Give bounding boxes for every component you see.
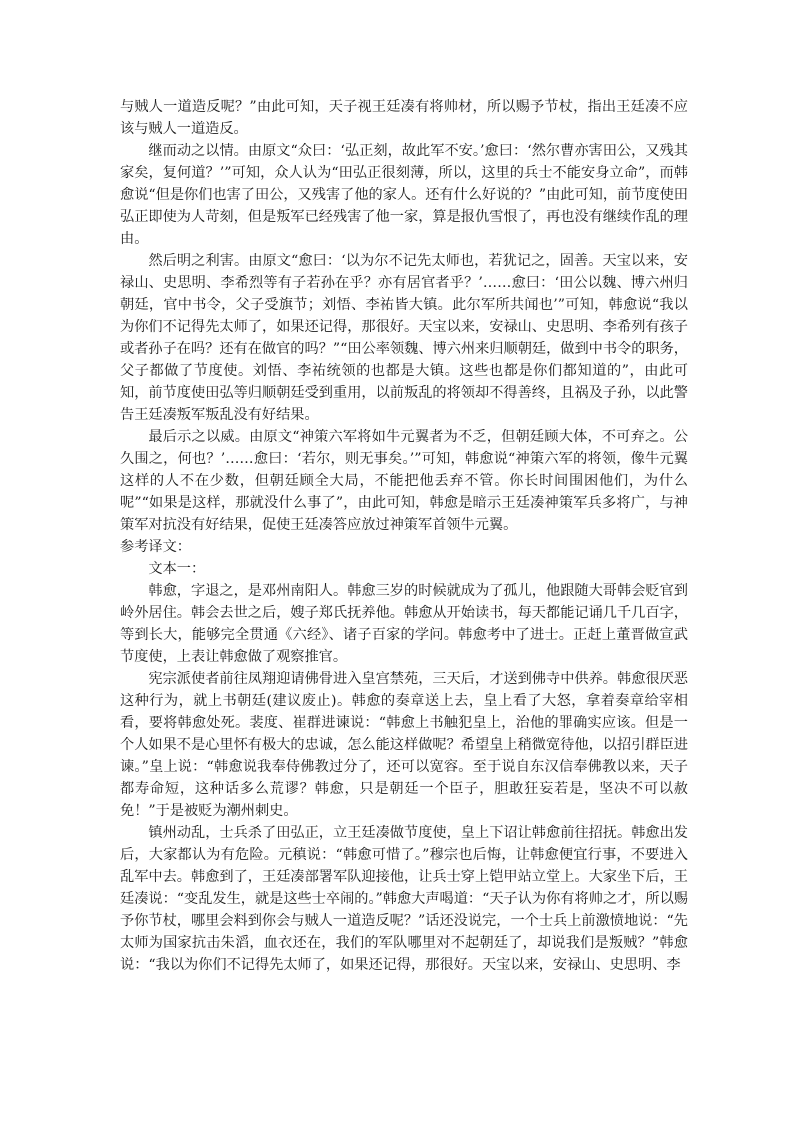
paragraph-conclusion: 与贼人一道造反呢？”由此可知，天子视王廷凑有将帅材，所以赐予节杖，指出王廷凑不应该与贼人一道造反。 xyxy=(120,99,688,137)
section-heading-translation: 参考译文： xyxy=(120,539,191,555)
subheading-text-one: 文本一： xyxy=(148,561,206,577)
paragraph-biography: 韩愈，字退之，是邓州南阳人。韩愈三岁的时候就成为了孤儿，他跟随大哥韩会贬官到岭外居住。韩会去世之后，嫂子郑氏抚养他。韩愈从开始读书，每天都能记诵几千几百字，等到长大，能够完全贯通《六经》、诸子百家的学问。韩愈考中了进士。正赶上董晋做宣武节度使，上表让韩愈做了观察推官。 xyxy=(120,583,688,665)
paragraph-interest: 然后明之利害。由原文“愈曰：‘以为尔不记先太师也，若犹记之，固善。天宝以来，安禄山、史思明、李希烈等有子若孙在乎？亦有居官者乎？’……愈曰：‘田公以魏、博六州归朝廷，官中书令，父子受旗节；刘悟、李祐皆大镇。此尔军所共闻也’”可知，韩愈说“我以为你们不记得先太师了，如果还记得，那很好。天宝以来，安禄山、史思明、李希列有孩子或者孙子在吗？还有在做官的吗？”“田公率领魏、博六州来归顺朝廷，做到中书令的职务，父子都做了节度使。刘悟、李祐统领的也都是大镇。这些也都是你们都知道的”，由此可知，前节度使田弘等归顺朝廷受到重用，以前叛乱的将领却不得善终，且祸及子孙，以此警告王廷凑叛军叛乱没有好结果。 xyxy=(120,253,688,423)
paragraph-buddha-bone: 宪宗派使者前往凤翔迎请佛骨进入皇宫禁苑，三天后，才送到佛寺中供养。韩愈很厌恶这种行为，就上书朝廷(建议废止)。韩愈的奏章送上去，皇上看了大怒，拿着奏章给宰相看，要将韩愈处死。裴度、崔群进谏说：“韩愈上书触犯皇上，治他的罪确实应该。但是一个人如果不是心里怀有极大的忠诚，怎么能这样做呢？希望皇上稍微宽待他，以招引群臣进谏。”皇上说：“韩愈说我奉侍佛教过分了，还可以宽容。至于说自东汉信奉佛教以来，天子都寿命短，这种话多么荒谬？韩愈，只是朝廷一个臣子，胆敢狂妄若是，坚决不可以赦免！”于是被贬为潮州刺史。 xyxy=(120,671,688,819)
paragraph-emotion: 继而动之以情。由原文“众曰：‘弘正刻，故此军不安。’愈曰：‘然尔曹亦害田公，又残其家矣，复何道？’”可知，众人认为“田弘正很刻薄，所以，这里的兵士不能安身立命”，而韩愈说“但是你们也害了田公，又残害了他的家人。还有什么好说的？”由此可知，前节度使田弘正即使为人苛刻，但是叛军已经残害了他一家，算是报仇雪恨了，再也没有继续作乱的理由。 xyxy=(120,143,688,247)
paragraph-authority: 最后示之以威。由原文“神策六军将如牛元翼者为不乏，但朝廷顾大体，不可弃之。公久围之，何也？’……愈曰：‘若尔，则无事矣。’”可知，韩愈说“神策六军的将领，像牛元翼这样的人不在少数，但朝廷顾全大局，不能把他丢弃不管。你长时间围困他们，为什么呢”“如果是这样，那就没什么事了”，由此可知，韩愈是暗示王廷凑神策军兵多将广，与神策军对抗没有好结果，促使王廷凑答应放过神策军首领牛元翼。 xyxy=(120,429,688,533)
paragraph-zhenzhou: 镇州动乱，士兵杀了田弘正，立王廷凑做节度使，皇上下诏让韩愈前往招抚。韩愈出发后，大家都认为有危险。元稹说：“韩愈可惜了。”穆宗也后悔，让韩愈便宜行事，不要进入乱军中去。韩愈到了，王廷凑部署军队迎接他，让兵士穿上铠甲站立堂上。大家坐下后，王廷凑说：“变乱发生，就是这些士卒闹的。”韩愈大声喝道：“天子认为你有将帅之才，所以赐予你节杖，哪里会料到你会与贼人一道造反呢？”话还没说完，一个士兵上前激愤地说：“先太师为国家抗击朱滔，血衣还在，我们的军队哪里对不起朝廷了，却说我们是叛贼？”韩愈说：“我以为你们不记得先太师了，如果还记得，那很好。天宝以来，安禄山、史思明、李 xyxy=(120,825,688,973)
document-page xyxy=(120,96,688,976)
